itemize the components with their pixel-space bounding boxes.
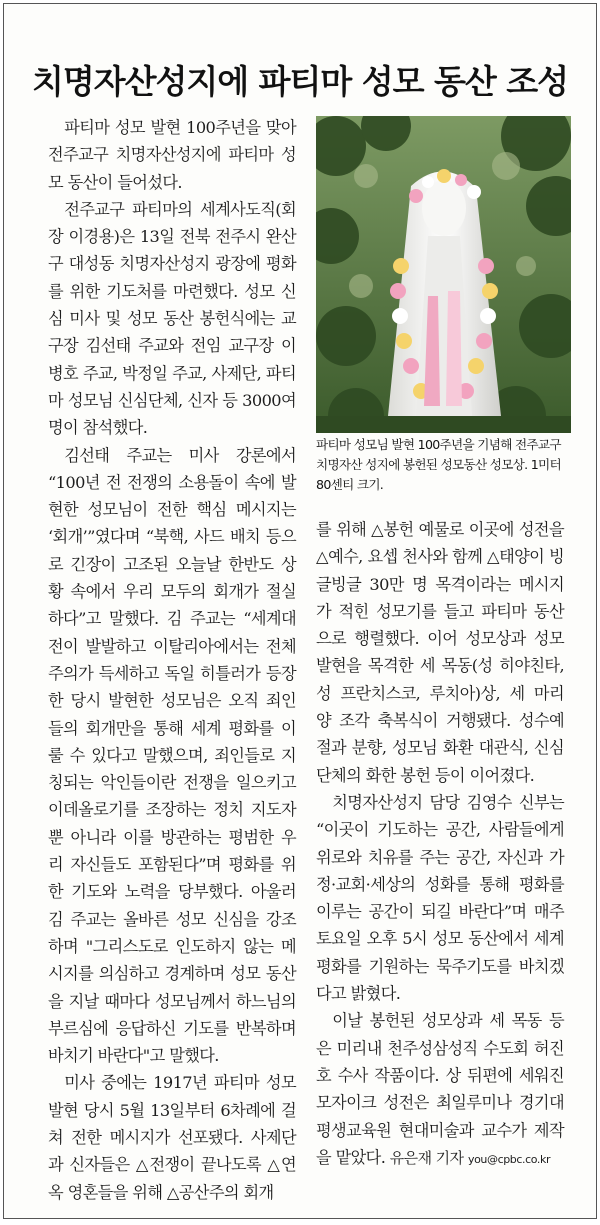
reporter-name: 유은재 기자 (389, 1148, 464, 1167)
statue-photo (316, 116, 571, 433)
paragraph-event: 전주교구 파티마의 세계사도직(회장 이경용)은 13일 전북 전주시 완산구 대성동 치명자산성지 광장에 평화를 위한 기도처를 마련했다. 성모 신심 미사 및 성모 동산 봉헌식에는 교구장 김선태 주교와 전임 교구장 이병호 주교, 박정일 주교, 사제단, 파티마 성모님 신심단체, 신자 등 3000여 명이 참석했다. (48, 199, 296, 438)
paragraph-lead: 파티마 성모 발현 100주년을 맞아 전주교구 치명자산성지에 파티마 성모 동산이 들어섰다. (48, 118, 296, 192)
statue-photo-illustration (316, 116, 571, 433)
article-column-left (48, 114, 296, 1206)
paragraph-credits (316, 1007, 564, 1173)
paragraph-homily: 김선태 주교는 미사 강론에서 “100년 전 전쟁의 소용돌이 속에 발현한 성모님이 전한 핵심 메시지는 ‘회개’”였다며 “북핵, 사드 배치 등으로 긴장이 고조된 오늘날 한반도 상황 속에서 우리 모두의 회개가 절실하다”고 말했다. 김 주교는 “세계대전이 발발하고 이탈리아에서는 전체주의가 득세하고 독일 히틀러가 등장한 당시 발현한 성모님은 오직 죄인들의 회개만을 통해 세계 평화를 이룰 수 있다고 말했으며, 죄인들로 지칭되는 악인들이란 전쟁을 일으키고 이데올로기를 조장하는 정치 지도자뿐 아니라 이를 방관하는 평범한 우리 자신들도 포함된다”며 평화를 위한 기도와 노력을 당부했다. 아울러 김 주교는 올바른 성모 신심을 강조하며 "그리스도로 인도하지 않는 메시지를 의심하고 경계하며 성모 동산을 지날 때마다 성모님께서 하느님의 부르심에 응답하신 기도를 반복하며 바치기 바란다"고 말했다. (48, 445, 296, 1066)
paragraph-priest-quote: 치명자산성지 담당 김영수 신부는 “이곳이 기도하는 공간, 사람들에게 위로와 치유를 주는 공간, 자신과 가정·교회·세상의 성화를 통해 평화를 이루는 공간이 되길 바란다”며 매주 토요일 오후 5시 성모 동산에서 세계 평화를 기원하는 묵주기도를 바치겠다고 밝혔다. (316, 792, 564, 1004)
paragraph-procession: 를 위해 △봉헌 예물로 이곳에 성전을 △예수, 요셉 천사와 함께 △태양이 빙글빙글 30만 명 목격이라는 메시지가 적힌 성모기를 들고 파티마 동산으로 행렬했다. 이어 성모상과 성모 발현을 목격한 세 목동(성 히야친타, 성 프란치스코, 루치아)상, 세 마리 양 조각 축복식이 거행됐다. 성수예절과 분향, 성모님 화환 대관식, 신심단체의 화한 봉헌 등이 이어졌다. (316, 520, 564, 785)
newspaper-clipping (3, 3, 597, 1219)
article-column-right (316, 516, 564, 1173)
headline: 치명자산성지에 파티마 성모 동산 조성 (31, 62, 568, 102)
byline (390, 1148, 550, 1167)
reporter-email: you@cpbc.co.kr (467, 1152, 551, 1166)
photo-caption: 파티마 성모님 발현 100주년을 기념해 전주교구 치명자산 성지에 봉헌된 성모동산 성모상. 1미터 80센티 크기. (316, 437, 561, 492)
credits-text: 이날 봉헌된 성모상과 세 목동 등은 미리내 천주성삼성직 수도회 허진호 수사 작품이다. 상 뒤편에 세워진 모자이크 성전은 최일루미나 경기대 평생교육원 현대미술과 교수가 제작을 맡았다. (316, 1011, 564, 1167)
paragraph-mass: 미사 중에는 1917년 파티마 성모 발현 당시 5월 13일부터 6차례에 걸쳐 전한 메시지가 선포됐다. 사제단과 신자들은 △전쟁이 끝나도록 △연옥 영혼들을 위해 △공산주의 회개 (48, 1073, 296, 1202)
